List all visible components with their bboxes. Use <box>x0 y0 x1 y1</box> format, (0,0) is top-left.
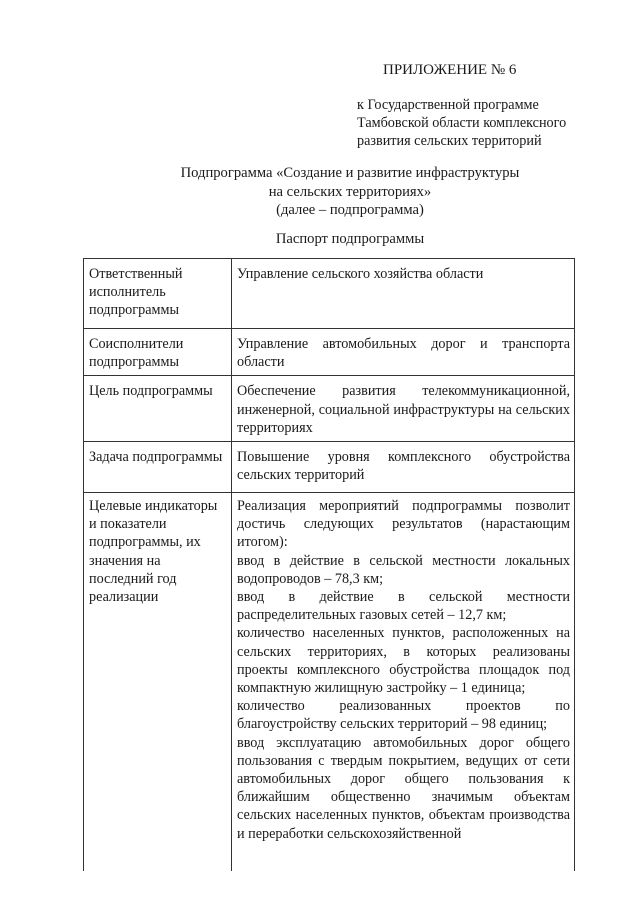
subtitle-line: Тамбовской области комплексного <box>357 115 567 131</box>
title-line: Подпрограмма «Создание и развитие инфраструктуры <box>180 165 520 181</box>
value-paragraph: количество населенных пунктов, расположенных на сельских территориях, в которых реализованы проекты комплексного обустройства площадок под компактную жилищную застройку – 1 единица; <box>237 625 570 697</box>
row-value: Управление автомобильных дорог и транспорта области <box>232 329 575 376</box>
row-value: Управление сельского хозяйства области <box>232 259 575 329</box>
row-value-list <box>232 493 575 872</box>
row-label: Задача подпрограммы <box>84 442 232 493</box>
row-label: Целевые индикаторы и показатели подпрограммы, их значения на последний год реализации <box>84 493 232 872</box>
value-paragraph: ввод в действие в сельской местности распределительных газовых сетей – 12,7 км; <box>237 589 570 624</box>
row-label: Ответственный исполнитель подпрограммы <box>84 259 232 329</box>
row-label: Соисполнители подпрограммы <box>84 329 232 376</box>
subtitle-line: развития сельских территорий <box>357 133 542 149</box>
passport-table <box>83 258 575 871</box>
value-paragraph: количество реализованных проектов по благоустройству сельских территорий – 98 единиц; <box>237 698 570 733</box>
table-row <box>84 493 575 872</box>
table-row <box>84 329 575 376</box>
table-row <box>84 259 575 329</box>
passport-title: Паспорт подпрограммы <box>275 231 425 247</box>
value-paragraph: ввод эксплуатацию автомобильных дорог общего пользования с твердым покрытием, ведущих от сети автомобильных дорог общего пользования к ближайшим общественно значимым объектам сельских населенных пунктов, объектам производства и переработки сельскохозяйственной <box>237 734 570 842</box>
title-line: на сельских территориях» <box>268 183 432 200</box>
table-row <box>84 376 575 442</box>
row-value: Обеспечение развития телекоммуникационной, инженерной, социальной инфраструктуры на сельских территориях <box>232 376 575 442</box>
title-line: (далее – подпрограмма) <box>276 202 424 218</box>
subprogram-title <box>120 164 580 220</box>
row-label: Цель подпрограммы <box>84 376 232 442</box>
row-value: Повышение уровня комплексного обустройства сельских территорий <box>232 442 575 493</box>
appendix-subtitle <box>357 96 597 150</box>
table-row <box>84 442 575 493</box>
subtitle-line: к Государственной программе <box>357 97 539 113</box>
value-paragraph: Реализация мероприятий подпрограммы позволит достичь следующих результатов (нарастающим итогом): <box>237 498 570 551</box>
appendix-title: ПРИЛОЖЕНИЕ № 6 <box>383 62 517 78</box>
value-paragraph: ввод в действие в сельской местности локальных водопроводов – 78,3 км; <box>237 552 570 587</box>
